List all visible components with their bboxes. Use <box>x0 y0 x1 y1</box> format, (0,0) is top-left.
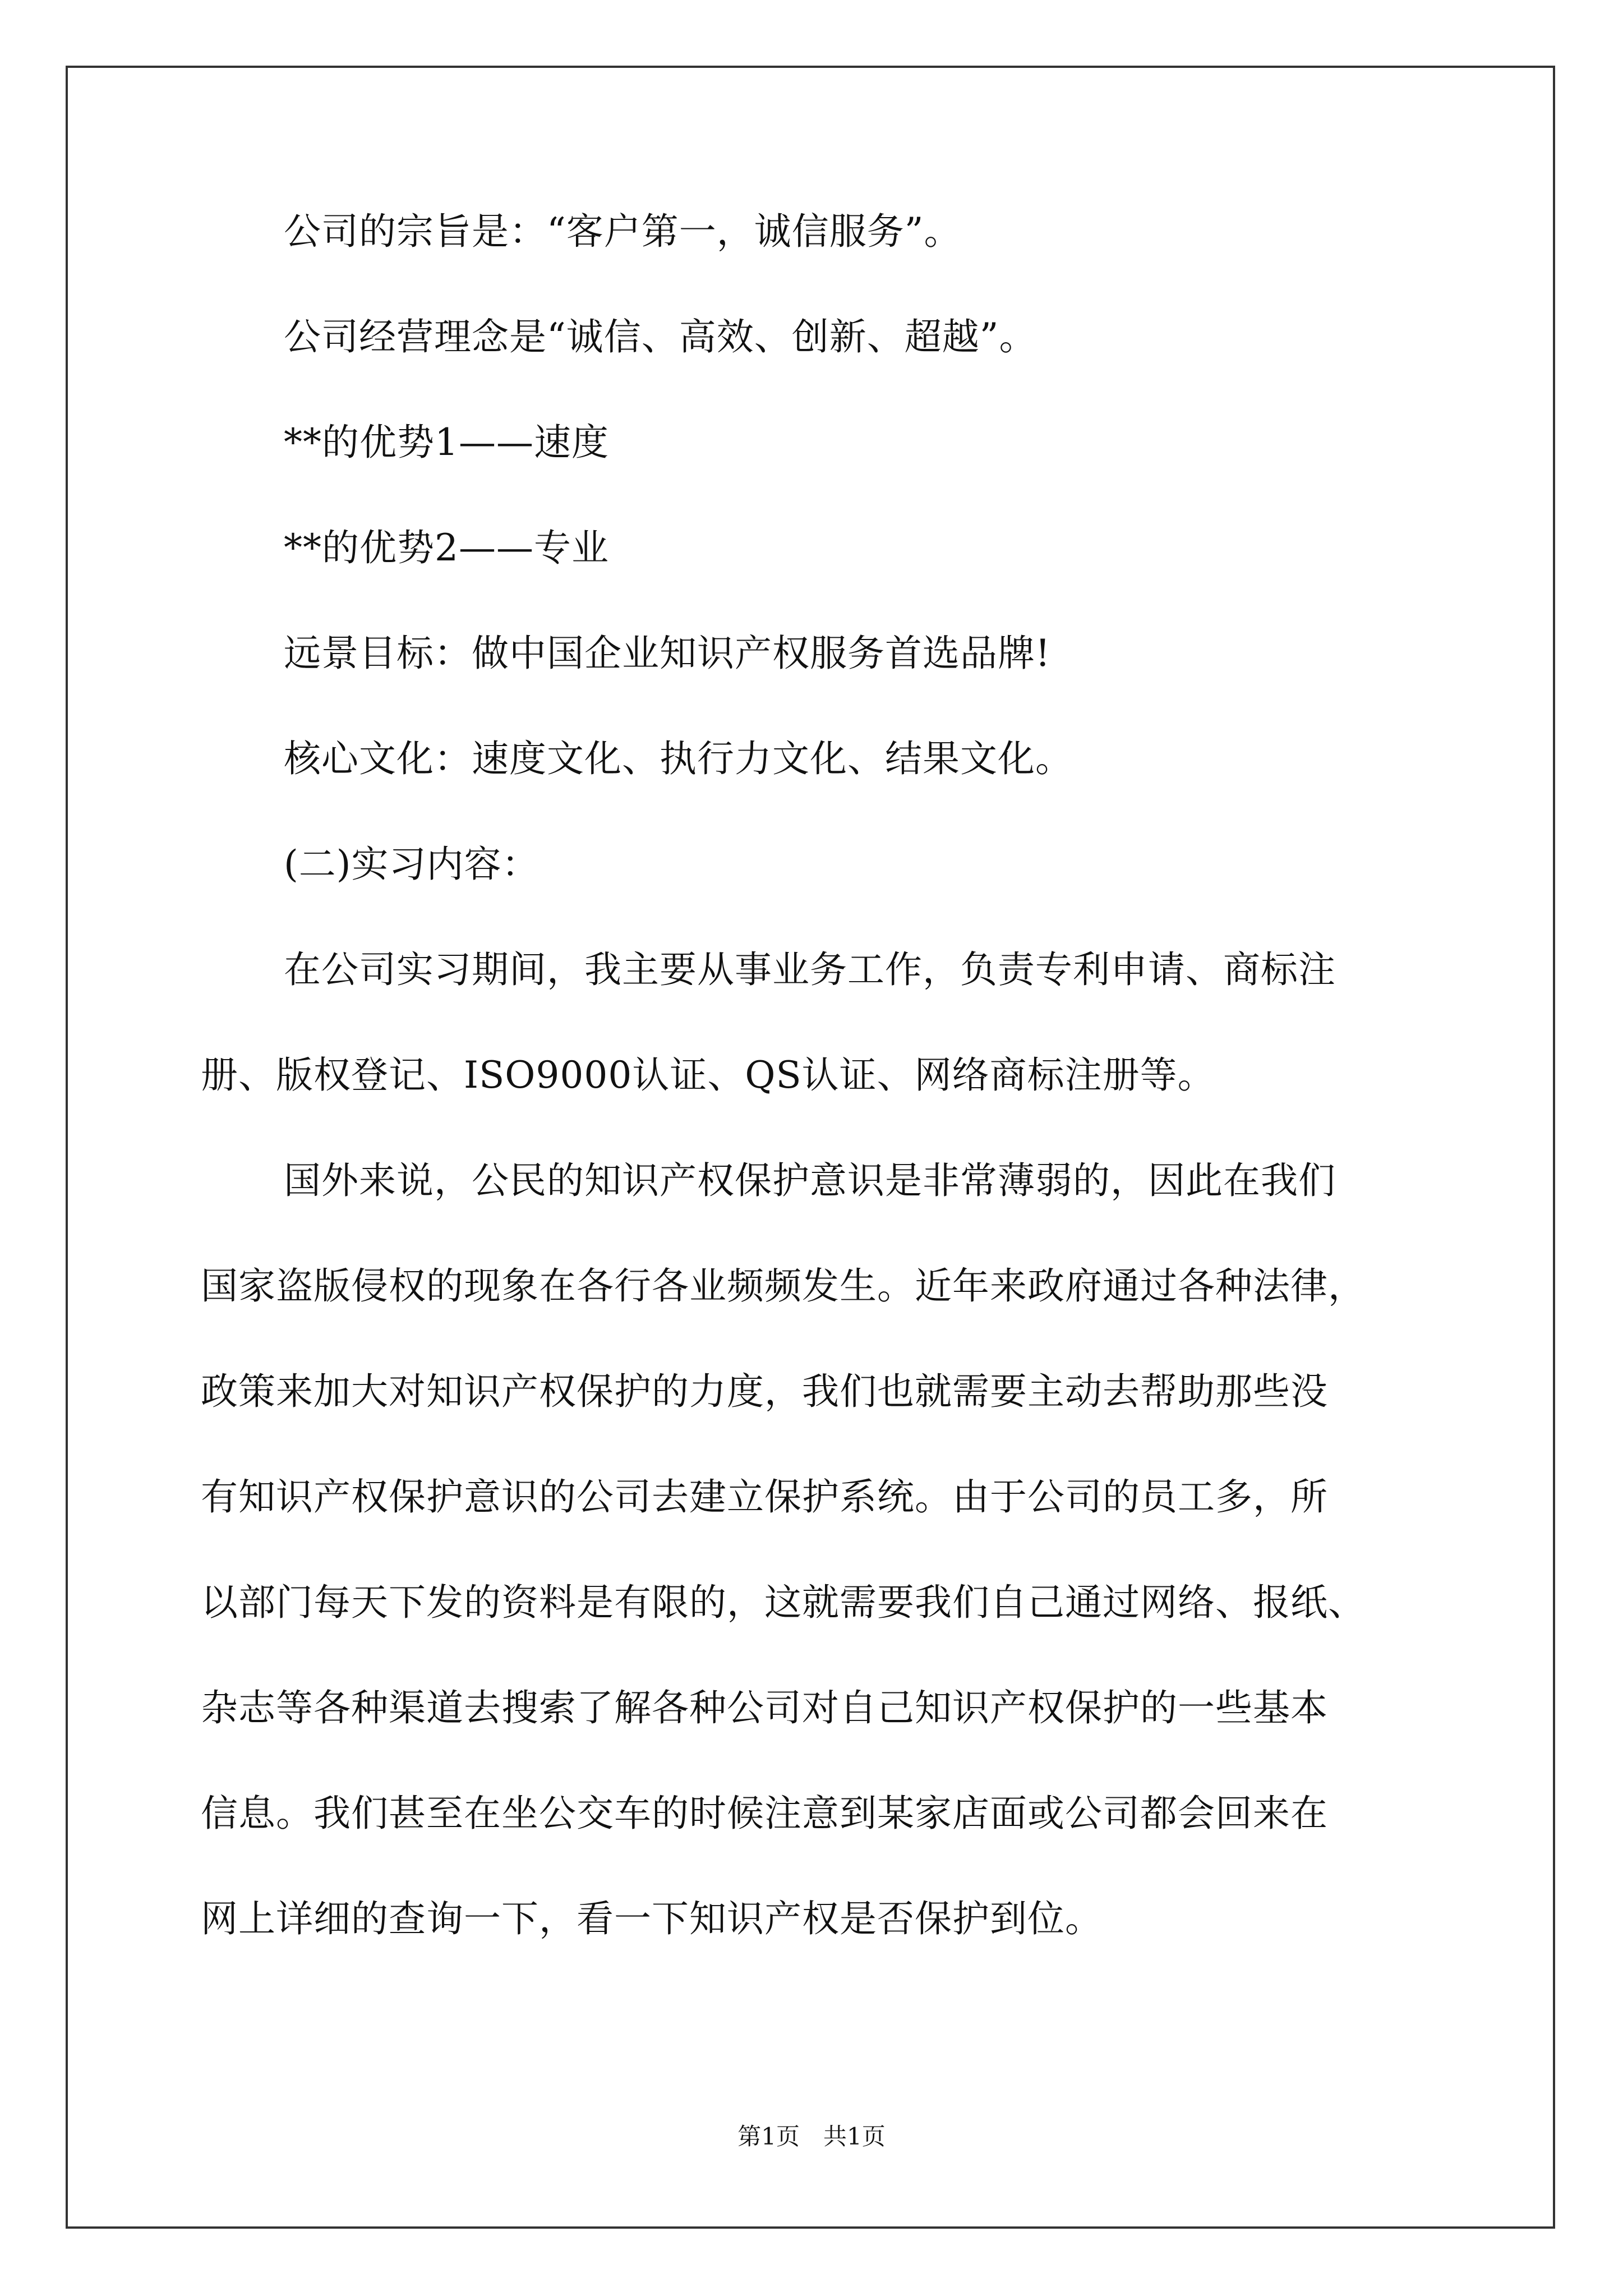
paragraph-line: 在公司实习期间，我主要从事业务工作，负责专利申请、商标注 <box>284 948 1336 991</box>
paragraph-line: 信息。我们甚至在坐公交车的时候注意到某家店面或公司都会回来在 <box>201 1792 1328 1835</box>
paragraph-line: 国家盗版侵权的现象在各行各业频频发生。近年来政府通过各种法律， <box>201 1264 1366 1308</box>
paragraph-line: 公司经营理念是“诚信、高效、创新、超越”。 <box>284 315 1037 358</box>
paragraph-line: 有知识产权保护意识的公司去建立保护系统。由于公司的员工多，所 <box>201 1475 1328 1519</box>
paragraph-line: **的优势1——速度 <box>284 421 609 464</box>
paragraph-line: 远景目标：做中国企业知识产权服务首选品牌! <box>284 632 1051 675</box>
paragraph-line: 以部门每天下发的资料是有限的，这就需要我们自己通过网络、报纸、 <box>201 1581 1366 1624</box>
paragraph-line: 杂志等各种渠道去搜索了解各种公司对自己知识产权保护的一些基本 <box>201 1686 1328 1729</box>
paragraph-line: 网上详细的查询一下，看一下知识产权是否保护到位。 <box>201 1897 1103 1940</box>
paragraph-line: 国外来说，公民的知识产权保护意识是非常薄弱的，因此在我们 <box>284 1159 1336 1202</box>
paragraph-line: **的优势2——专业 <box>284 526 609 569</box>
page-number-footer: 第1页 共1页 <box>737 2123 886 2150</box>
paragraph-line: 政策来加大对知识产权保护的力度，我们也就需要主动去帮助那些没 <box>201 1370 1328 1413</box>
paragraph-line: 册、版权登记、ISO9000认证、QS认证、网络商标注册等。 <box>201 1053 1215 1097</box>
paragraph-line: 核心文化：速度文化、执行力文化、结果文化。 <box>284 737 1073 780</box>
paragraph-line: 公司的宗旨是：“客户第一，诚信服务”。 <box>284 210 962 253</box>
section-heading: (二)实习内容： <box>284 843 540 886</box>
